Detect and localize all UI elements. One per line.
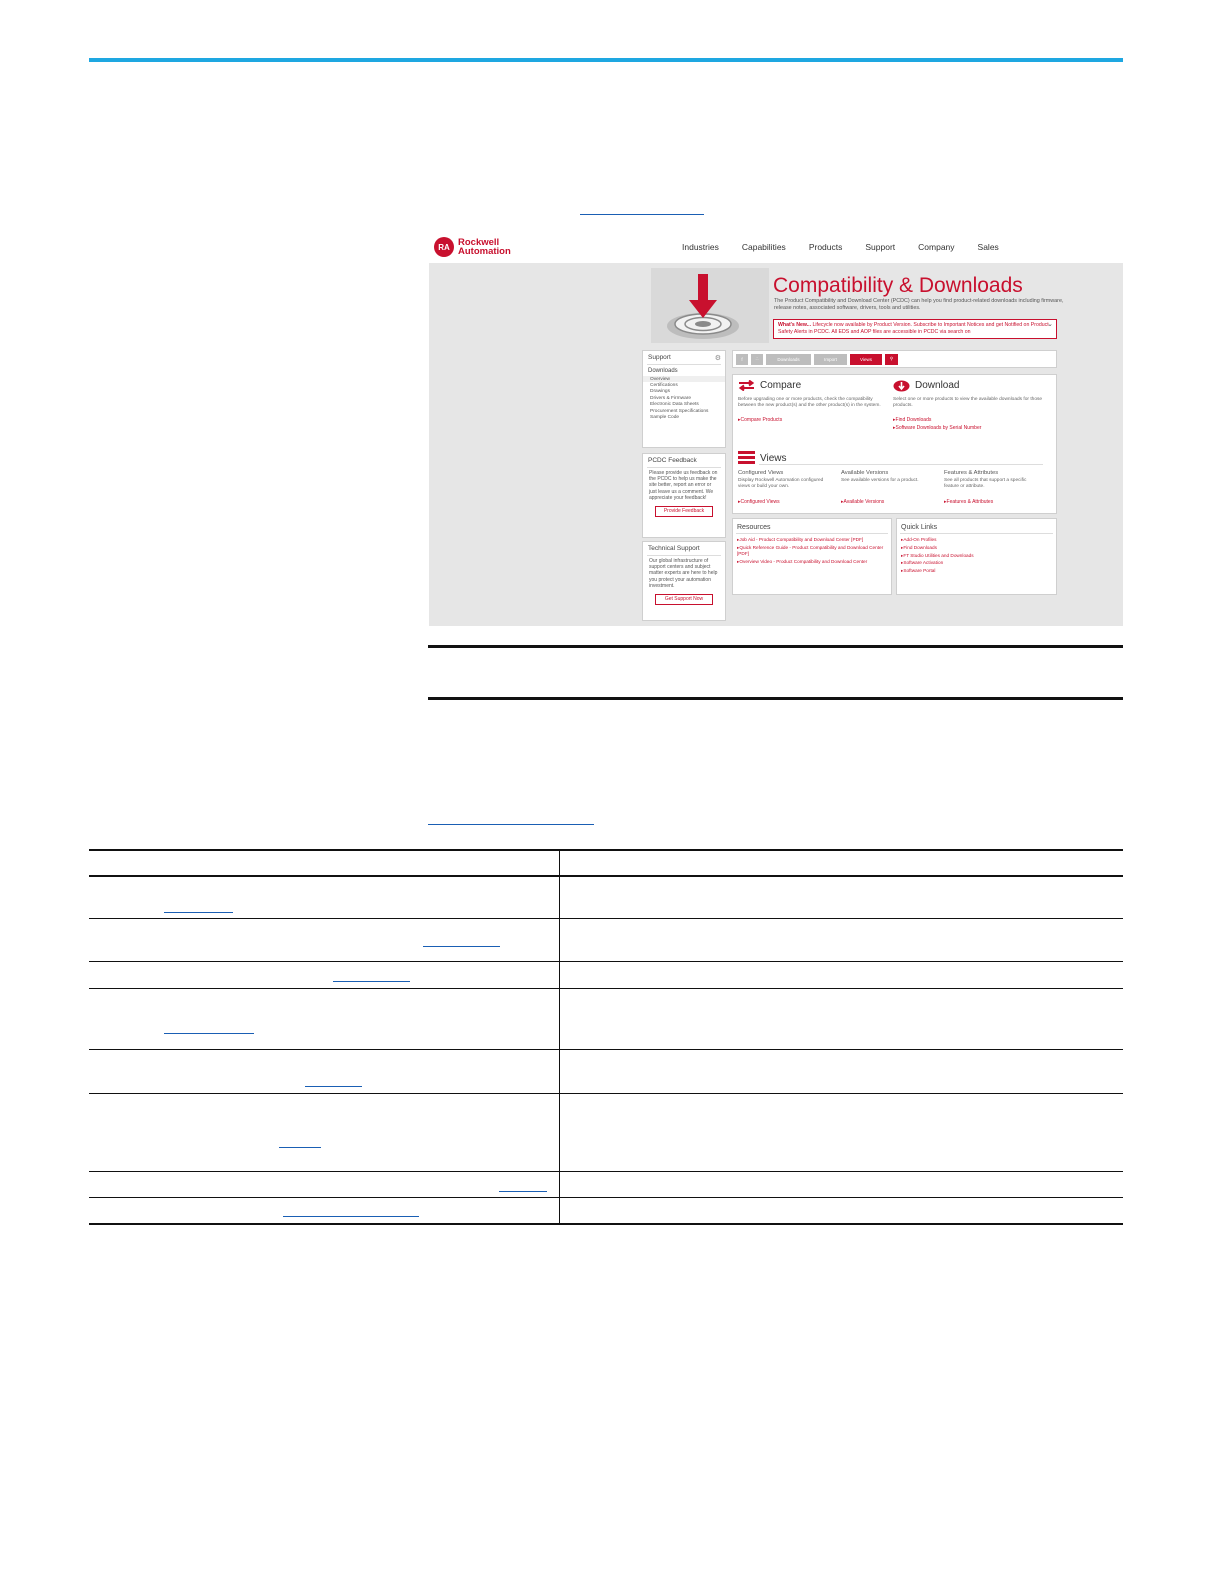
serial-number-downloads-link[interactable]: ▸ Software Downloads by Serial Number xyxy=(893,425,981,431)
support-sidebar xyxy=(642,350,726,448)
available-versions-link[interactable]: ▸ Available Versions xyxy=(841,499,884,505)
download-text: Select one or more products to view the available downloads for those products. xyxy=(893,397,1043,408)
table-top-rule xyxy=(89,849,1123,851)
table-link-row-3[interactable] xyxy=(333,981,410,982)
features-attributes-title: Features & Attributes xyxy=(944,470,999,476)
search-icon: ⚲ xyxy=(889,356,894,361)
header-accent-rule xyxy=(89,58,1123,62)
available-versions-title: Available Versions xyxy=(841,470,889,476)
table-row-divider xyxy=(89,1049,1123,1050)
sidebar-item-drivers-firmware[interactable]: Drivers & Firmware xyxy=(650,395,692,401)
support-title: Support xyxy=(648,354,671,361)
share-icon: f xyxy=(741,356,743,362)
configured-views-title: Configured Views xyxy=(738,470,784,476)
pcdc-hyperlink[interactable] xyxy=(580,214,704,215)
table-link-row-1[interactable] xyxy=(164,912,233,913)
quick-link-aop[interactable]: ▸ Add-On Profiles xyxy=(897,537,1056,545)
divider xyxy=(900,533,1053,534)
quick-link-ft-studio[interactable]: ▸ FT Studio Utilities and Downloads xyxy=(897,553,1056,561)
table-row-divider xyxy=(89,988,1123,989)
quick-link-activation[interactable]: ▸ Software Activation xyxy=(897,560,1056,568)
quick-reference-link[interactable]: ▸ Quick Reference Guide - Product Compatibility and Download Center [PDF] xyxy=(733,545,891,559)
features-attributes-link[interactable]: ▸ Features & Attributes xyxy=(944,499,993,505)
table-row-divider xyxy=(89,1171,1123,1172)
site-header xyxy=(429,232,1123,263)
rockwell-logo[interactable] xyxy=(434,237,511,257)
download-title: Download xyxy=(915,380,960,391)
brand-wordmark xyxy=(458,238,511,256)
rss-button[interactable] xyxy=(751,354,763,365)
table-row-divider xyxy=(89,1093,1123,1094)
tech-support-title: Technical Support xyxy=(648,545,700,552)
pcdc-toolbar xyxy=(732,350,1057,368)
table-link-row-2[interactable] xyxy=(423,946,500,947)
nav-products[interactable]: Products xyxy=(808,242,843,252)
table-header-rule xyxy=(89,875,1123,877)
compare-title: Compare xyxy=(760,380,802,391)
chevron-down-icon[interactable]: ⌄ xyxy=(1047,321,1053,328)
download-target-icon xyxy=(651,268,769,343)
configured-views-link[interactable]: ▸ Configured Views xyxy=(738,499,780,505)
job-aid-link[interactable]: ▸ Job Aid - Product Compatibility and Download Center [PDF] xyxy=(733,537,891,545)
provide-feedback-button[interactable]: Provide Feedback xyxy=(655,506,713,517)
sidebar-item-eds[interactable]: Electronic Data Sheets xyxy=(650,402,699,408)
quick-link-portal[interactable]: ▸ Software Portal xyxy=(897,568,1056,576)
cloud-download-icon xyxy=(893,379,910,392)
resources-panel xyxy=(732,518,892,595)
views-list-icon xyxy=(738,451,755,465)
sidebar-item-certifications[interactable]: Certifications xyxy=(650,383,678,389)
sidebar-item-sample-code[interactable]: Sample Code xyxy=(650,414,680,420)
divider xyxy=(736,533,888,534)
table-row-divider xyxy=(89,1197,1123,1198)
main-nav xyxy=(682,242,1022,252)
table-link-row-8[interactable] xyxy=(283,1216,419,1217)
compare-text: Before upgrading one or more products, check the compatibility between the new product(s) and the other product(s) in the system. xyxy=(738,397,881,408)
table-link-row-7[interactable] xyxy=(499,1191,547,1192)
table-row-divider xyxy=(89,918,1123,919)
get-support-button[interactable]: Get Support Now xyxy=(655,594,713,605)
quick-links-title: Quick Links xyxy=(901,524,938,531)
note-rule-top xyxy=(428,645,1123,648)
note-rule-bottom xyxy=(428,697,1123,700)
page-title: Compatibility & Downloads xyxy=(773,274,1023,297)
gear-icon[interactable]: ⚙ xyxy=(714,355,721,362)
overview-video-link[interactable]: ▸ Overview Video - Product Compatibility and Download Center xyxy=(733,559,891,567)
compare-products-link[interactable]: ▸ Compare Products xyxy=(738,417,782,423)
quick-links-panel xyxy=(896,518,1057,595)
divider xyxy=(759,464,1043,465)
table-link-row-6[interactable] xyxy=(279,1147,321,1148)
table-link-row-4[interactable] xyxy=(164,1033,254,1034)
views-heading xyxy=(738,451,787,465)
share-button[interactable] xyxy=(736,354,748,365)
quick-link-find-downloads[interactable]: ▸ Find Downloads xyxy=(897,545,1056,553)
nav-industries[interactable]: Industries xyxy=(682,242,719,252)
brand-line-1: Rockwell xyxy=(458,237,500,248)
table-bottom-rule xyxy=(89,1223,1123,1225)
feedback-panel xyxy=(642,453,726,538)
download-heading xyxy=(893,379,959,392)
resource-hyperlink[interactable] xyxy=(428,824,594,825)
whats-new-text: Lifecycle now available by Product Version. Subscribe to Important Notices and get Notified on Product Safety Alerts in PCDC. All EDS and AOP files are accessible in PCDC via search on xyxy=(778,322,1049,335)
views-title: Views xyxy=(760,452,787,464)
find-downloads-link[interactable]: ▸ Find Downloads xyxy=(893,417,931,423)
downloads-cart-button[interactable] xyxy=(766,354,811,365)
brand-line-2: Automation xyxy=(458,246,511,257)
views-button[interactable] xyxy=(850,354,882,365)
sidebar-item-drawings[interactable]: Drawings xyxy=(650,389,670,395)
downloads-title: Downloads xyxy=(648,368,678,374)
compare-heading xyxy=(738,380,801,391)
search-button[interactable] xyxy=(885,354,898,365)
table-row-divider xyxy=(89,961,1123,962)
table-column-divider xyxy=(559,851,560,1224)
sidebar-item-overview[interactable]: Overview xyxy=(643,376,725,382)
page-description: The Product Compatibility and Download Center (PCDC) can help you find product-related downloads including firmware, release notes, associated software, drivers, tools and utilities. xyxy=(774,298,1064,311)
whats-new-label: What's New... xyxy=(778,322,812,328)
import-button[interactable] xyxy=(814,354,847,365)
downloads-button-label: Downloads xyxy=(777,356,800,362)
import-button-label: Import xyxy=(824,356,837,362)
pcdc-website-screenshot xyxy=(429,232,1123,626)
features-attributes-text: See all products that support a specific feature or attribute. xyxy=(944,478,1027,489)
whats-new-banner[interactable] xyxy=(773,319,1057,339)
ra-badge-icon: RA xyxy=(434,237,454,257)
feedback-text: Please provide us feedback on the PCDC to help us make the site better, report an error or just leave us a comment. We appreciate your feedback! xyxy=(649,470,718,501)
feedback-title: PCDC Feedback xyxy=(648,457,697,464)
tech-support-text: Our global infrastructure of support centers and subject matter experts are here to help you protect your automation investment. xyxy=(649,558,718,589)
sidebar-item-procurement[interactable]: Procurement Specifications xyxy=(650,408,709,414)
nav-sales[interactable]: Sales xyxy=(977,242,999,252)
rss-icon: ∴ xyxy=(755,356,759,361)
table-link-row-5[interactable] xyxy=(305,1086,362,1087)
nav-company[interactable]: Company xyxy=(918,242,955,252)
available-versions-text: See available versions for a product. xyxy=(841,478,919,483)
configured-views-text: Display Rockwell Automation configured views or build your own. xyxy=(738,478,824,489)
views-button-label: Views xyxy=(860,356,872,362)
resources-title: Resources xyxy=(737,524,771,531)
nav-capabilities[interactable]: Capabilities xyxy=(741,242,786,252)
pcdc-main-card xyxy=(732,374,1057,514)
compare-arrows-icon xyxy=(738,380,755,391)
nav-support[interactable]: Support xyxy=(865,242,896,252)
tech-support-panel xyxy=(642,541,726,621)
